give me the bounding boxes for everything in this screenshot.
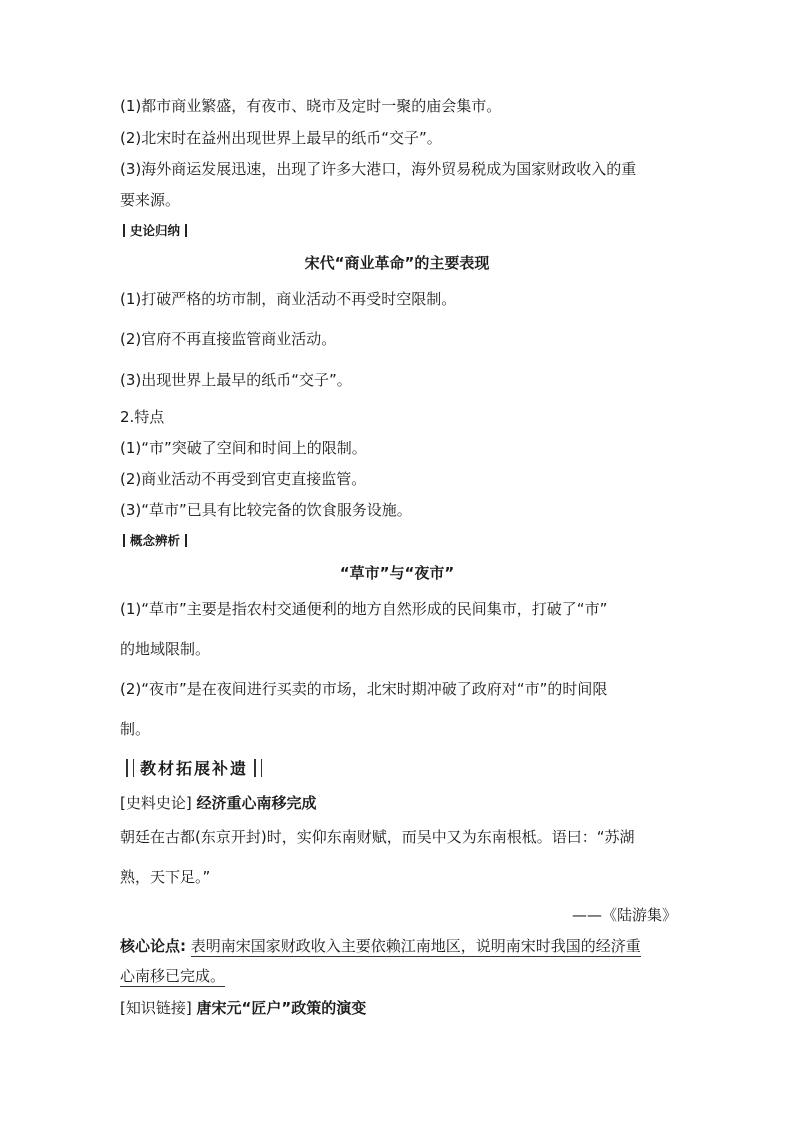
subheading-title: 经济重心南移完成 bbox=[196, 794, 317, 812]
shilun-tag bbox=[118, 223, 192, 239]
tag-label: 史论归纳 bbox=[130, 223, 181, 238]
list-item: (2)官府不再直接监管商业活动。 bbox=[120, 330, 337, 348]
section-bar-right bbox=[254, 759, 262, 777]
core-text: 心南移已完成。 bbox=[120, 967, 226, 985]
paragraph-line: 的地域限制。 bbox=[120, 640, 211, 658]
section-title bbox=[126, 758, 262, 780]
list-item: (3)出现世界上最早的纸币“交子”。 bbox=[120, 371, 352, 389]
list-item: (1)“市”突破了空间和时间上的限制。 bbox=[120, 439, 367, 457]
tag-label: 概念辨析 bbox=[130, 533, 181, 548]
quote-line: 朝廷在古都(东京开封)时，实仰东南财赋，而吴中又为东南根柢。语曰：“苏湖 bbox=[120, 828, 635, 846]
paragraph-line: (2)“夜市”是在夜间进行买卖的市场，北宋时期冲破了政府对“市”的时间限 bbox=[120, 680, 608, 698]
paragraph-line: 制。 bbox=[120, 720, 151, 738]
subheading bbox=[120, 793, 317, 813]
core-argument-cont bbox=[120, 966, 225, 986]
list-item: (3)“草市”已具有比较完备的饮食服务设施。 bbox=[120, 501, 412, 519]
core-argument bbox=[120, 936, 641, 956]
section-heading: 2.特点 bbox=[120, 408, 165, 426]
paragraph-line: (3)海外商运发展迅速，出现了许多大港口，海外贸易税成为国家财政收入的重 bbox=[120, 160, 637, 178]
section-title-text: 教材拓展补遗 bbox=[140, 759, 249, 778]
core-text: 表明南宋国家财政收入主要依赖江南地区，说明南宋时我国的经济重 bbox=[190, 937, 641, 955]
list-item: (2)商业活动不再受到官吏直接监管。 bbox=[120, 470, 367, 488]
quote-source: ——《陆游集》 bbox=[571, 906, 677, 924]
section-bar-left bbox=[126, 759, 134, 777]
tag-bar-left bbox=[123, 534, 125, 547]
paragraph-line: (1)“草市”主要是指农村交通便利的地方自然形成的民间集市，打破了“市” bbox=[120, 600, 608, 618]
paragraph-line: 要来源。 bbox=[120, 191, 181, 209]
quote-line: 熟，天下足。” bbox=[120, 868, 211, 886]
tag-bar-right bbox=[185, 534, 187, 547]
shilun-title: 宋代“商业革命”的主要表现 bbox=[304, 254, 490, 272]
gainian-tag bbox=[118, 533, 192, 549]
core-label: 核心论点: bbox=[120, 937, 186, 955]
paragraph-line: (1)都市商业繁盛，有夜市、晓市及定时一聚的庙会集市。 bbox=[120, 97, 502, 115]
subheading-label: [史料史论] bbox=[120, 794, 192, 812]
subheading bbox=[120, 998, 366, 1018]
tag-bar-right bbox=[185, 224, 187, 237]
list-item: (1)打破严格的坊市制，商业活动不再受时空限制。 bbox=[120, 290, 457, 308]
subheading-title: 唐宋元“匠户”政策的演变 bbox=[196, 999, 367, 1017]
subheading-label: [知识链接] bbox=[120, 999, 192, 1017]
paragraph-line: (2)北宋时在益州出现世界上最早的纸币“交子”。 bbox=[120, 129, 442, 147]
tag-bar-left bbox=[123, 224, 125, 237]
gainian-title: “草市”与“夜市” bbox=[339, 564, 455, 582]
